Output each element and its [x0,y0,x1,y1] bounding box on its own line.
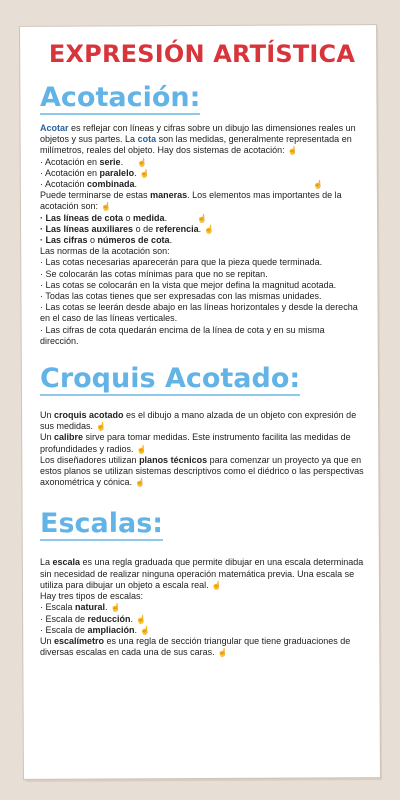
term: Acotar [40,123,69,133]
hand-pointer-icon: ☝ [135,478,146,488]
list-item: · Las líneas auxiliares o de referencia. ☝ [40,223,215,234]
section-heading-text: Acotación: [40,82,201,113]
hand-pointer-icon: ☝ [96,422,106,432]
list-item: · Escala natural. ☝ [40,602,121,613]
list-item: · Acotación en paralelo. ☝ [40,167,150,178]
hand-pointer-icon: ☝ [211,580,222,590]
hand-pointer-icon: ☝ [217,648,228,658]
list-item: · Las cifras o números de cota. [40,235,173,246]
text: es reflejar con líneas y cifras sobre un dibujo las dimensiones reales un objetos y sus partes. La [40,123,356,145]
hand-pointer-icon: ☝ [110,603,121,613]
paragraph: Los diseñadores utilizan planos técnicos para comenzar un proyecto ya que en estos planos se utilizan sistemas descriptivos como el diédrico o las perspectivas axonométrica y cónica. ☝ [40,454,364,488]
hand-pointer-icon: ☝ [140,625,151,635]
paragraph [40,123,364,157]
hand-pointer-icon: ☝ [204,224,215,234]
paragraph: Las normas de la acotación son: [40,246,170,257]
list-item: · Las cotas se leerán desde abajo en las líneas horizontales y desde la derecha en el caso de las líneas verticales. [40,302,358,324]
list-item: · Acotación combinada. ☝ [40,179,324,190]
list-item: · Escala de ampliación. ☝ [40,624,151,635]
list-item: · Se colocarán las cotas mínimas para que no se repitan. [40,268,268,279]
page-title: EXPRESIÓN ARTÍSTICA [48,40,356,68]
paragraph: Puede terminarse de estas maneras. Los elementos mas importantes de la acotación son: ☝ [40,190,342,212]
section-heading-text: Escalas: [40,508,164,540]
hand-pointer-icon: ☝ [287,146,298,156]
list-item: · Las líneas de cota o medida. ☝ [40,212,208,223]
list-item: · Las cifras de cota quedarán encima de la línea de cota y en su misma dirección. [40,324,325,346]
list-item: · Escala de reducción. ☝ [40,613,147,624]
section-escalas [40,557,364,658]
section-acotacion [40,123,364,347]
section-title-croquis [40,363,364,395]
hand-pointer-icon: ☝ [136,444,147,454]
paragraph: Un calibre sirve para tomar medidas. Este instrumento facilita las medidas de profundidades y radios. ☝ [40,432,351,454]
list-item: · Las cotas necesarias aparecerán para que la pieza quede terminada. [40,257,323,268]
paragraph: Hay tres tipos de escalas: [40,591,144,602]
section-title-acotacion [40,84,364,111]
hand-pointer-icon: ☝ [139,168,150,178]
section-croquis [40,410,364,488]
paragraph: Un escalímetro es una regla de sección triangular que tiene graduaciones de diversas escalas en cada una de sus caras. ☝ [40,635,351,658]
section-heading-text: Croquis Acotado: [40,363,301,395]
hand-pointer-icon: ☝ [137,157,148,167]
list-item: · Acotación en serie. ☝ [40,156,148,167]
section-title-escalas [40,508,364,540]
term: cota [137,134,157,145]
list-item: · Las cotas se colocarán en la vista que mejor defina la magnitud acotada. [40,279,337,290]
hand-pointer-icon: ☝ [197,213,208,223]
hand-pointer-icon: ☝ [136,614,147,624]
list-item: · Todas las cotas tienes que ser expresadas con las mismas unidades. [40,291,322,302]
hand-pointer-icon: ☝ [313,180,324,190]
page-content [40,40,364,658]
hand-pointer-icon: ☝ [101,202,112,212]
paragraph: La escala es una regla graduada que permite dibujar en una escala determinada sin necesidad de realizar ninguna operación matemática previa. Una escala se utiliza para dibujar un objeto a escala real. ☝ [40,557,364,590]
text: son las medidas, generalmente representada en milímetros, reales del objeto. Hay dos sistemas de acotación: [40,134,352,156]
paragraph: Un croquis acotado es el dibujo a mano alzada de un objeto con expresión de sus medidas. ☝ [40,410,357,432]
